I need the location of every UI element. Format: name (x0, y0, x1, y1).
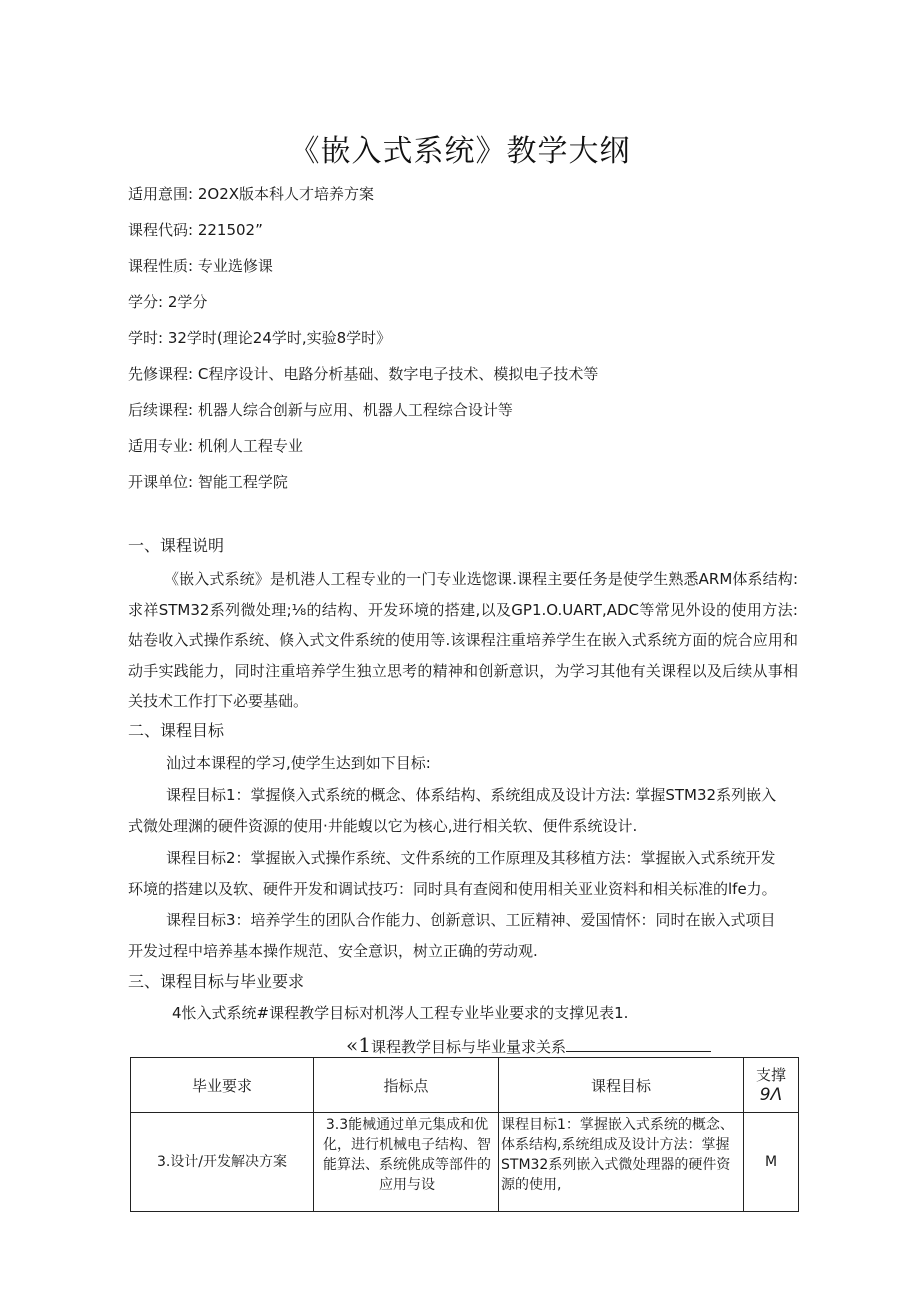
requirements-mapping-table (130, 1057, 799, 1212)
section-heading-description: 一、课程说明 (128, 536, 225, 555)
goal-1-line-1: 课程目标1：掌握倏入式系统的概念、体系结构、系统组成及设计方法: 掌握STM32系列嵌入 (166, 786, 777, 804)
cell-requirement: 3.设计/开发解决方案 (131, 1113, 314, 1212)
meta-course-code: 课程代码: 221502” (128, 221, 263, 239)
cell-support: M (744, 1113, 799, 1212)
meta-prerequisites: 先修课程: C程序设计、电路分析基础、数字电子技术、模拟电子技术等 (128, 365, 599, 383)
header-support-line1: 支撑 (755, 1066, 786, 1084)
header-indicator: 指标点 (314, 1058, 499, 1113)
meta-hours: 学时: 32学时(理论24学时,实验8学时》 (128, 329, 392, 347)
table-row (131, 1113, 799, 1212)
document-title: 《嵌入式系统》教学大纲 (289, 134, 631, 169)
header-support-line2: 9Λ (759, 1085, 783, 1105)
header-requirement: 毕业要求 (131, 1058, 314, 1113)
cell-indicator: 3.3能械通过单元集成和优化，进行机械电子结构、智能算法、系统佻成等部件的应用与设 (314, 1113, 499, 1212)
caption-underline (566, 1037, 711, 1052)
table-header-row (131, 1058, 799, 1113)
meta-scope: 适用意围: 2O2X版本科人才培养方案 (128, 185, 375, 203)
goal-2-line-2: 环境的搭建以及软、硬件开发和调试技巧：同时具有查阅和使用相关亚业资料和相关标准的lfe力。 (128, 880, 777, 898)
meta-major: 适用专业: 机俐人工程专业 (128, 437, 303, 455)
objectives-intro: 汕过本课程的学习,使学生达到如下目标: (166, 754, 431, 772)
requirements-intro: 4怅入式系统#课程教学目标对机涔人工程专业毕业要求的支撑见表1. (172, 1004, 629, 1022)
goal-2-line-1: 课程目标2：掌握嵌入式操作系统、文件系统的工作原理及其移植方法：掌握嵌入式系统开发 (166, 849, 776, 867)
goal-3-line-2: 开发过程中培养基本操作规范、安全意识，树立正确的劳动观. (128, 942, 538, 960)
goal-1-line-2: 式微处理渊的硬件资源的使用·井能蝮以它为核心,进行相关软、便件系统设计. (128, 817, 638, 835)
course-description-paragraph: 《嵌入式系统》是机港人工程专业的一门专业选惚课.课程主要任务是使学生熟悉ARM体系结构: 求祥STM32系列微处理;⅛的结构、开发环境的搭建,以及GP1.O.UART,ADC等常见外设的使用方法: 姑卷收入式操作系统、倏入式文件系统的使用等.该课程注重培养学生在嵌入式系统方面的烷合应用和动手实践能力，同时注重培养学生独立思考的精神和创新意识，为学习其他有关课程以及后续从事相关技术工作打下必要基础。 (128, 570, 798, 710)
meta-department: 开课单位: 智能工程学院 (128, 473, 288, 491)
table-number-mark: «1 (346, 1033, 371, 1057)
cell-goal: 课程目标1：掌握嵌入式系统的概念、体系结构,系统组成及设计方法：掌握STM32系列嵌入式微处理器的硬件资源的使用, (499, 1113, 744, 1212)
goal-3-line-1: 课程目标3：培养学生的团队合作能力、创新意识、工匠精神、爱国情怀：同时在嵌入式项目 (166, 911, 776, 929)
section-heading-requirements: 三、课程目标与毕业要求 (128, 972, 305, 991)
section-heading-objectives: 二、课程目标 (128, 721, 225, 740)
header-support (744, 1058, 799, 1113)
meta-course-nature: 课程性质: 专业选修课 (128, 257, 273, 275)
meta-follow-up: 后续课程: 机器人综合创新与应用、机器人工程综合设计等 (128, 401, 513, 419)
table-caption-text: 课程教学目标与毕业量求关系 (370, 1038, 566, 1056)
table-caption (346, 1034, 715, 1058)
header-goal: 课程目标 (499, 1058, 744, 1113)
meta-credits: 学分: 2学分 (128, 293, 208, 311)
